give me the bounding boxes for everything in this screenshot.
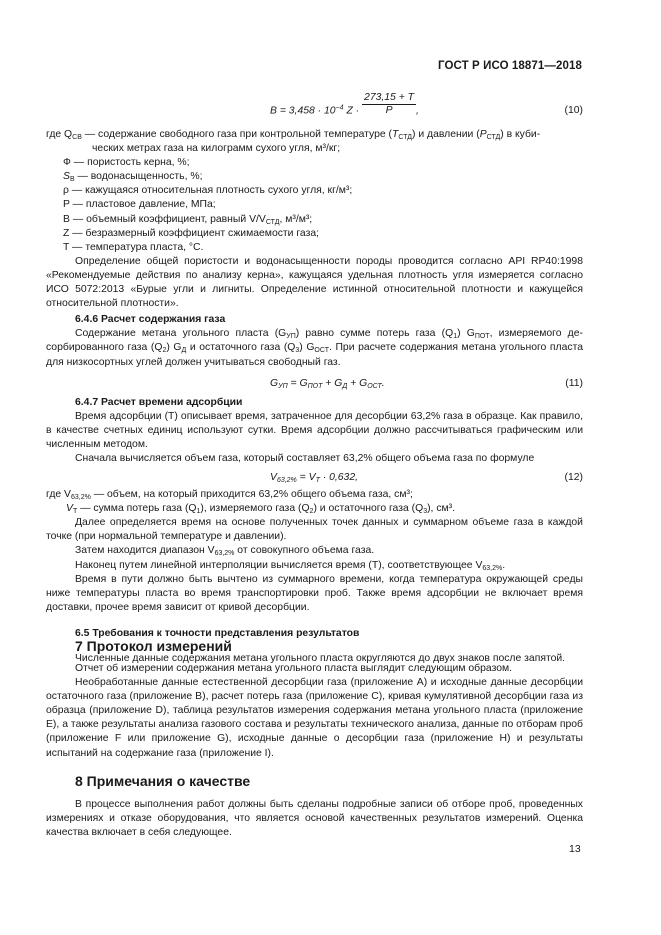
equation-10-tail: , <box>416 105 419 117</box>
equation-11 <box>46 376 583 394</box>
s646-sub: ОСТ <box>314 347 329 355</box>
range-text: от совокупного объема газа. <box>234 545 375 557</box>
s646-text: , измеряемого десорбированного газа (Q <box>46 328 583 354</box>
eq12-part: = V <box>296 472 316 484</box>
where-12-first <box>46 488 583 502</box>
eq11-sub: ПОТ <box>307 382 323 390</box>
where-12-sub: Т <box>72 508 78 516</box>
where-12-sub: 63,2% <box>70 494 91 502</box>
s646-sub: 1 <box>453 333 458 341</box>
eq11-part: + G <box>322 377 343 389</box>
equation-10-mid: Z · <box>346 105 360 117</box>
eq12-sub: 63,2% <box>276 477 297 485</box>
s646-sub: ПОТ <box>474 333 490 341</box>
section-6-4-7-p2: Сначала вычисляется объем газа, который составляет 63,2% общего объема газа по формуле <box>75 452 535 464</box>
interp-text: . <box>502 559 506 571</box>
where-10-b <box>46 213 583 227</box>
equation-10-exponent: −4 <box>335 104 344 112</box>
where-10-sb <box>46 170 583 184</box>
where-10-p: P — пластовое давление, МПа; <box>63 199 216 211</box>
section-7-p2: Необработанные данные естественной десорбции газа (приложение А) и исходные данные десорбции остаточного газа (приложение B), расчет потерь газа (приложение C), кривая кумулятивной десорбции газа из образца (приложение D), таблица результатов измерения содержания метана угольного пласта (приложение E), а также результаты анализа газового состава и результаты технического анализа, данные по отборам проб (приложение F или приложение G), исходные данные о десорбции газа (приложение H) и результаты испытаний на содержание газа (приложение I). <box>46 677 583 759</box>
where-12-text: ) и остаточного газа (Q <box>313 503 424 515</box>
where-12-sub: 3 <box>423 508 428 516</box>
where-12-text: где V <box>46 489 71 501</box>
section-6-4-6-text <box>46 327 583 369</box>
where-12-text: — объем, на который приходится 63,2% общего объема газа, см³; <box>90 489 413 501</box>
equation-11-number: (11) <box>565 377 583 389</box>
equation-10-denominator: P <box>385 105 393 116</box>
where-10-first <box>46 128 583 142</box>
section-8-body <box>46 798 583 840</box>
paragraph-next: Далее определяется время на основе полученных точек данных и суммарном объеме газа в каждой точке (при нормальной температуре и давлении). <box>46 517 583 543</box>
equation-10-lhs: B = 3,458 · 10 <box>270 105 336 117</box>
where-10-rho: ρ — кажущаяся относительная плотность сухого угля, кг/м³; <box>63 185 353 197</box>
where-10-var: P <box>479 129 487 140</box>
equation-10-block <box>46 92 583 666</box>
section-6-4-7-title: 6.4.7 Расчет времени адсорбции <box>75 396 243 408</box>
equation-10-number: (10) <box>564 105 583 116</box>
where-10-first-cont: ческих метрах газа на килограмм сухого угля, м³/кг; <box>92 143 341 155</box>
equation-10-numerator: 273,15 + T <box>364 92 415 103</box>
eq11-part: G <box>270 377 279 389</box>
eq12-part: V <box>270 472 277 484</box>
eq12-sub: Т <box>315 477 320 485</box>
where-10-sub: СТД <box>398 134 412 141</box>
s646-sub: 2 <box>162 347 167 355</box>
where-10-text: где Q <box>46 129 73 140</box>
where-10-sub: СТД <box>486 134 501 141</box>
where-12-text: — сумма потерь газа (Q <box>77 503 197 515</box>
eq11-part: . <box>381 377 385 389</box>
where-12-text: ), см³. <box>427 503 456 515</box>
paragraph-range <box>46 544 583 558</box>
equation-10-fraction <box>362 92 416 117</box>
equation-10-formula <box>270 92 419 118</box>
s646-text: ) G <box>299 342 315 354</box>
s646-sub: 3 <box>295 347 300 355</box>
where-12-second <box>46 502 583 516</box>
where-10-sub: СВ <box>72 134 82 141</box>
equation-12 <box>46 470 583 488</box>
interp-sub: 63,2% <box>482 564 503 572</box>
paragraph-transit: Время в пути должно быть вычтено из суммарного времени, когда температура окружающей среды ниже температуры пласта во время транспортировки проб. Также время адсорбции не включает время доставки, прочее время зависит от кривой десорбции. <box>46 573 583 613</box>
where-12-sub: 1 <box>196 508 201 516</box>
eq11-part: = G <box>287 377 308 389</box>
where-10-text: ) в куби- <box>500 129 541 140</box>
where-10-z: Z — безразмерный коэффициент сжимаемости газа; <box>63 227 320 239</box>
eq11-sub: Д <box>342 382 348 390</box>
section-8-title: 8 Примечания о качестве <box>75 773 251 789</box>
where-10-text: B — объемный коэффициент, равный V/V <box>63 213 266 225</box>
where-10-sub: В <box>69 176 75 184</box>
where-10-text: — водонасыщенность, %; <box>74 171 203 183</box>
equation-12-formula <box>270 471 358 485</box>
section-6-4-6-title: 6.4.6 Расчет содержания газа <box>75 314 226 326</box>
where-10-var: T <box>392 129 399 140</box>
s646-text: ) G <box>457 328 475 340</box>
paragraph-porosity: Определение общей пористости и водонасыщенности породы проводится согласно API RP40:1998 «Рекомендуемые действия по анализу керна», кажущаяся удельная плотность угля измеряется согласно ИСО 5072:2013 «Бурые угли и лигниты. Определение истинной относительной плотности и кажущейся относительной плотности». <box>46 255 583 310</box>
section-6-5-title: 6.5 Требования к точности представления результатов <box>75 627 360 639</box>
s646-text: ) равно сумме потерь газа (Q <box>295 328 454 340</box>
where-10-text: , м³/м³; <box>279 213 313 225</box>
eq11-part: + G <box>347 377 368 389</box>
where-10-text: ) и давлении ( <box>411 129 480 140</box>
range-sub: 63,2% <box>214 550 235 558</box>
range-text: Затем находится диапазон V <box>75 545 215 557</box>
section-8-p: В процессе выполнения работ должны быть сделаны подробные записи об отборе проб, проведенных измерениях и отказе оборудования, что является основой качественных результатов измерений. Оценка качества включает в себя следующее. <box>46 799 583 839</box>
where-10-sub: СТД <box>265 218 280 226</box>
section-7-body <box>46 662 583 761</box>
s646-sub: Д <box>181 347 187 355</box>
eq11-sub: УП <box>278 382 288 390</box>
eq12-part: · 0,632, <box>319 472 358 484</box>
s646-text: Содержание метана угольного пласта (G <box>75 328 287 340</box>
equation-10 <box>46 92 583 126</box>
section-7-title: 7 Протокол измерений <box>75 638 232 654</box>
interp-text: Наконец путем линейной интерполяции вычисляется время (T), соответствующее V <box>75 559 483 571</box>
eq11-sub: ОСТ <box>367 382 382 390</box>
section-7-p1: Отчет об измерении содержания метана угольного пласта выглядит следующим образом. <box>75 663 513 674</box>
standard-header: ГОСТ Р ИСО 18871—2018 <box>437 60 582 72</box>
where-10-t: T — температура пласта, °С. <box>63 241 204 253</box>
section-6-4-7-p1: Время адсорбции (T) описывает время, затраченное для десорбции 63,2% газа в образце. Как правило, в качестве счетных единиц используют сутки. Время адсорбции должно рассчитываться графическим или численным методом. <box>46 410 583 450</box>
where-12-sub: 2 <box>309 508 314 516</box>
s646-sub: УП <box>286 333 296 341</box>
s646-text: и остаточного газа (Q <box>186 342 296 354</box>
equation-12-number: (12) <box>564 472 583 484</box>
paragraph-interp <box>46 559 583 573</box>
section-6-5-text: Численные данные содержания метана угольного пласта округляются до двух знаков после запятой. <box>75 653 566 664</box>
where-10-text: — содержание свободного газа при контрольной температуре ( <box>81 129 393 140</box>
where-12-text: ), измеряемого газа (Q <box>200 503 310 515</box>
where-10-phi: Ф — пористость керна, %; <box>63 157 190 169</box>
s646-text: ) G <box>166 342 182 354</box>
where-10-var: S <box>63 171 70 183</box>
equation-11-formula <box>270 377 385 391</box>
where-12-var: V <box>66 503 73 515</box>
s646-text: . При расчете содержания метана угольного пласта для низкосортных углей должен учитываться свободный газ. <box>46 342 583 368</box>
page-number: 13 <box>569 843 581 855</box>
